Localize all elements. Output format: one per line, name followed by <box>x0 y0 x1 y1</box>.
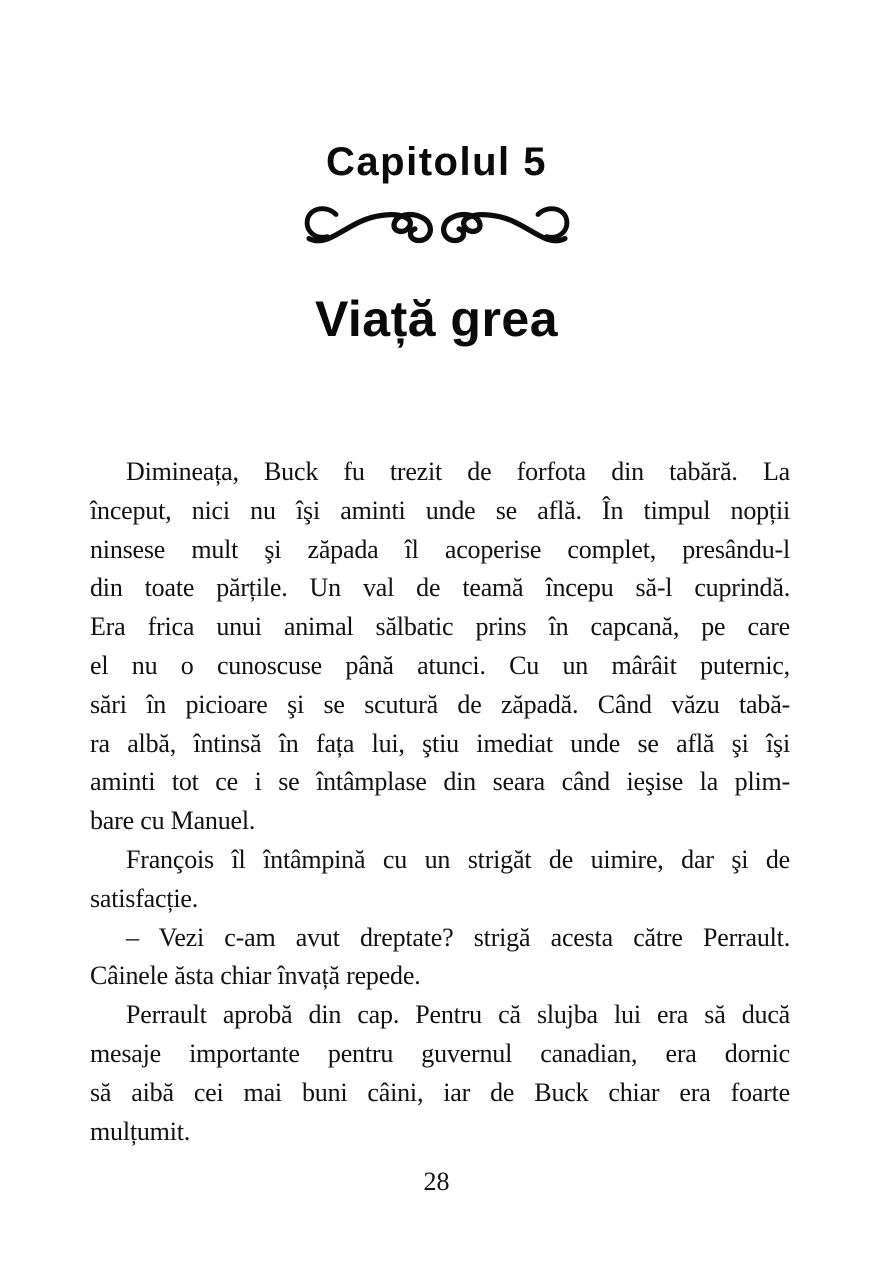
body-text-line: început, nici nu îşi aminti unde se află. În timpul nopții <box>90 495 790 525</box>
body-text-line: Perrault aprobă din cap. Pentru că slujba lui era să ducă <box>126 1000 790 1030</box>
body-text-line: din toate părțile. Un val de teamă începu să-l cuprindă. <box>90 573 790 603</box>
page-number: 28 <box>423 1167 450 1197</box>
flourish-divider <box>0 202 873 257</box>
paragraph <box>90 919 790 997</box>
chapter-heading: Capitolul 5 <box>326 140 547 184</box>
body-text-line: ra albă, întinsă în fața lui, ştiu imediat unde se află şi îşi <box>90 728 790 758</box>
body-text <box>90 453 790 1151</box>
chapter-title: Viață grea <box>314 291 559 347</box>
paragraph <box>90 841 790 919</box>
body-text-line: sări în picioare şi se scutură de zăpadă. Când văzu tabă- <box>90 689 790 719</box>
calligraphic-flourish-icon <box>297 202 577 252</box>
body-text-line: să aibă cei mai buni câini, iar de Buck chiar era foarte <box>90 1077 790 1107</box>
body-text-line: Dimineața, Buck fu trezit de forfota din tabără. La <box>126 457 790 486</box>
body-text-line: ninsese mult şi zăpada îl acoperise complet, presându-l <box>90 534 790 564</box>
body-text-line: mesaje importante pentru guvernul canadian, era dornic <box>90 1038 790 1068</box>
body-text-line: aminti tot ce i se întâmplase din seara când ieşise la plim- <box>90 767 790 797</box>
body-text-line: – Vezi c-am avut dreptate? strigă acesta către Perrault. <box>126 922 790 952</box>
body-text-line: Câinele ăsta chiar învață repede. <box>90 961 421 991</box>
paragraph <box>90 996 790 1151</box>
body-text-line: el nu o cunoscuse până atunci. Cu un mârâit puternic, <box>90 650 790 680</box>
paragraph <box>90 453 790 841</box>
body-text-line: bare cu Manuel. <box>90 806 256 836</box>
body-text-line: François îl întâmpină cu un strigăt de uimire, dar şi de <box>126 844 790 874</box>
body-text-line: satisfacție. <box>90 883 199 913</box>
body-text-line: Era frica unui animal sălbatic prins în capcană, pe care <box>90 612 790 642</box>
body-text-line: mulțumit. <box>90 1116 191 1146</box>
